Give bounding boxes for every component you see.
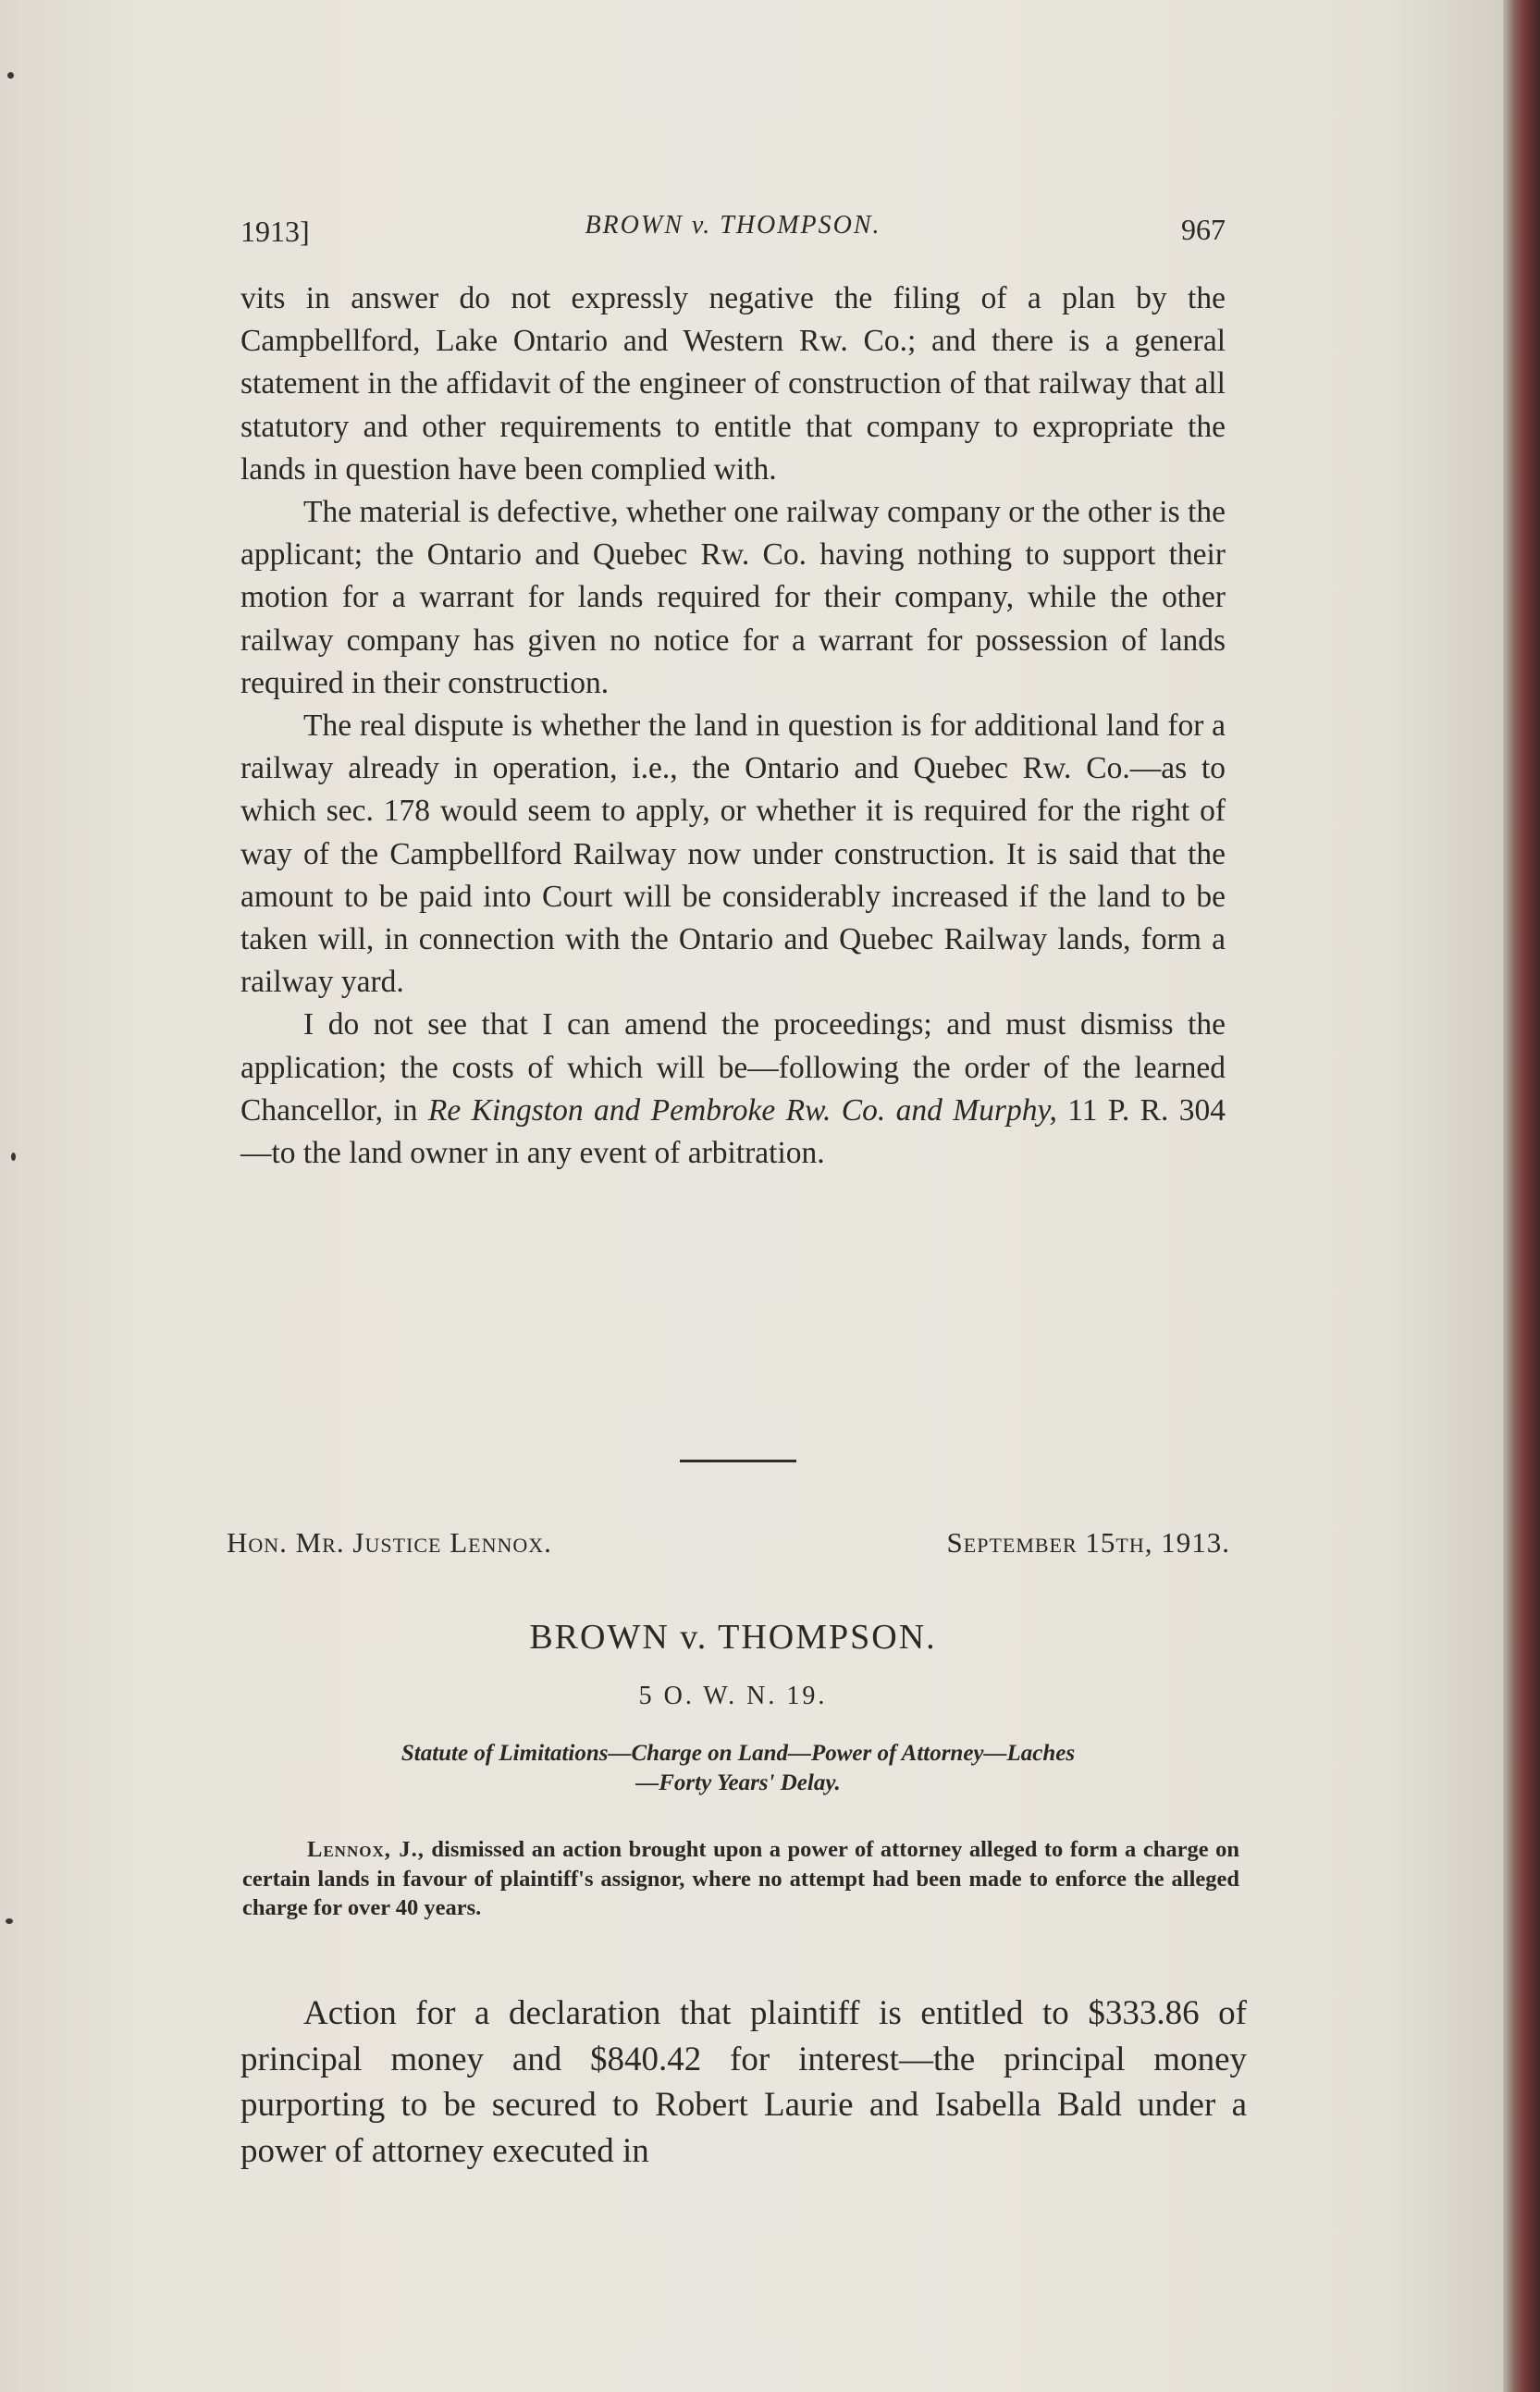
decision-date: September 15th, 1913.	[946, 1526, 1230, 1559]
keywords-line-1: Statute of Limitations—Charge on Land—Power of Attorney—Laches	[400, 1741, 1076, 1766]
paragraph-continued: vits in answer do not expressly negative the filing of a plan by the Campbellford, Lake Ontario and Western Rw. Co.; and there is a general statement in the affidavit of the engineer of construction of that railway that all statutory and other requirements to entitle that company to expropriate the lands in question have been complied with.	[240, 281, 1226, 487]
margin-speck	[11, 1153, 16, 1161]
section-divider	[680, 1460, 796, 1462]
conclusion-text-end: 11 P. R. 304 —to the land owner in any event of arbitration.	[240, 1092, 1226, 1171]
paragraph-conclusion	[240, 1004, 1226, 1175]
paragraph-material-defective: The material is defective, whether one railway company or the other is the applicant; the Ontario and Quebec Rw. Co. having nothing to support their motion for a warrant for lands required for their company, while the other railway company has given no notice for a warrant for possession of lands required in their construction.	[240, 495, 1226, 700]
keywords-line-2: —Forty Years' Delay.	[635, 1770, 841, 1795]
opening-text	[240, 1991, 1247, 2174]
case-title: BROWN v. THOMPSON.	[529, 1618, 937, 1657]
paragraph-real-dispute: The real dispute is whether the land in question is for additional land for a railway already in operation, i.e., the Ontario and Quebec Rw. Co.—as to which sec. 178 would seem to apply, or whether it is required for the right of way of the Campbellford Railway now under construction. It is said that the amount to be paid into Court will be considerably increased if the land to be taken will, in connection with the Ontario and Quebec Railway lands, form a railway yard.	[240, 709, 1226, 1000]
page-number: 967	[1181, 213, 1226, 246]
case-citation-italic: Re Kingston and Pembroke Rw. Co. and Murphy,	[427, 1092, 1057, 1128]
body-text	[240, 277, 1226, 1175]
margin-speck	[6, 1918, 13, 1924]
margin-speck	[7, 72, 14, 79]
judge-name: Hon. Mr. Justice Lennox.	[227, 1526, 552, 1559]
report-citation: 5 O. W. N. 19.	[638, 1682, 828, 1710]
headnote-judge: Lennox, J.,	[307, 1837, 425, 1862]
headnote-text: dismissed an action brought upon a power of attorney alleged to form a charge on certain lands in favour of plaintiff's assignor, where no attempt had been made to enforce the alleged charge for over 40 years.	[242, 1837, 1239, 1920]
running-head-year: 1913]	[240, 215, 310, 248]
opening-paragraph: Action for a declaration that plaintiff is entitled to $333.86 of principal money and $840.42 for interest—the principal money purporting to be secured to Robert Laurie and Isabella Bald under a power of attorney executed in	[240, 1994, 1247, 2170]
headnote	[242, 1835, 1239, 1923]
running-head	[240, 205, 1226, 252]
conclusion-text: I do not see that I can amend the proceedings; and must dismiss the application; the costs of which will be—following the order of the learned Chancellor, in	[240, 1007, 1226, 1128]
headnote-keywords	[242, 1739, 1234, 1798]
page-edge	[1503, 0, 1540, 2392]
running-head-title: BROWN v. THOMPSON.	[585, 211, 881, 240]
